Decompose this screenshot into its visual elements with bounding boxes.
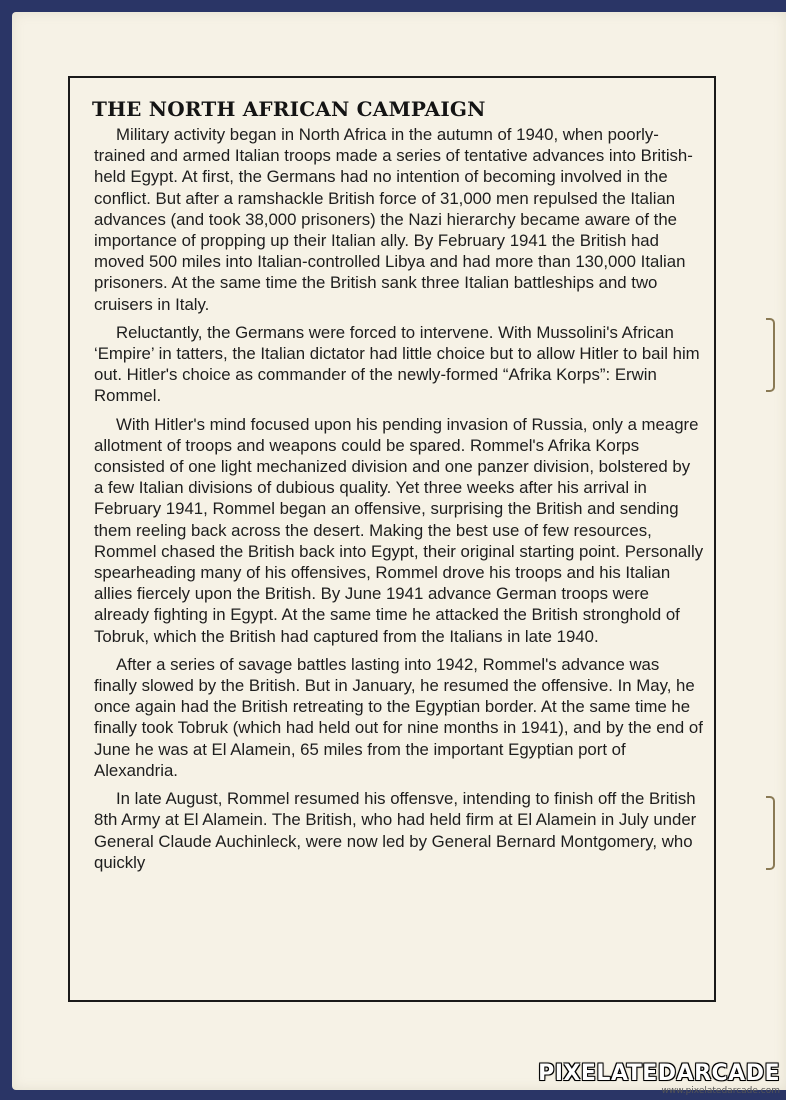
paragraph-2: Reluctantly, the Germans were forced to intervene. With Mussolini's African ‘Empire’ in tatters, the Italian dictator had little choice but to allow Hitler to bail him out. Hitler's choice as commander of the newly-formed “Afrika Korps”: Erwin Rommel. [94, 322, 700, 406]
watermark-brand: PIXELATEDARCADE [538, 1061, 780, 1086]
paragraph-4: After a series of savage battles lasting into 1942, Rommel's advance was finally slowed by the British. But in January, he resumed the offensive. In May, he once again had the British retreating to the Egyptian border. At the same time he finally took Tobruk (which had held out for nine months in 1941), and by the end of June he was at El Alamein, 65 miles from the important Egyptian port of Alexandria. [94, 654, 703, 780]
page-title: THE NORTH AFRICAN CAMPAIGN [92, 97, 486, 121]
staple-upper [766, 318, 775, 392]
watermark-url: www.pixelatedarcade.com [661, 1086, 780, 1096]
paragraph-5: In late August, Rommel resumed his offensve, intending to finish off the British 8th Army at El Alamein. The British, who had held firm at El Alamein in July under General Claude Auchinleck, were now led by General Bernard Montgomery, who quickly [94, 789, 697, 872]
staple-lower [766, 796, 775, 870]
article-body [94, 124, 704, 880]
paragraph-3: With Hitler's mind focused upon his pending invasion of Russia, only a meagre allotment of troops and weapons could be spared. Rommel's Afrika Korps consisted of one light mechanized division and one panzer division, bolstered by a few Italian divisions of dubious quality. Yet three weeks after his arrival in February 1941, Rommel began an offensive, surprising the British and sending them reeling back across the desert. Making the best use of few resources, Rommel chased the British back into Egypt, their original starting point. Personally spearheading many of his offensives, Rommel drove his troops and his Italian allies fiercely upon the British. By June 1941 advance German troops were already fighting in Egypt. At the same time he attacked the British stronghold of Tobruk, which the British had captured from the Italians in late 1940. [94, 414, 704, 646]
watermark [538, 1062, 780, 1096]
paragraph-1: Military activity began in North Africa in the autumn of 1940, when poorly-trained and armed Italian troops made a series of tentative advances into British-held Egypt. At first, the Germans had no intention of becoming involved in the conflict. But after a ramshackle British force of 31,000 men repulsed the Italian advances (and took 38,000 prisoners) the Nazi hierarchy became aware of the importance of propping up their Italian ally. By February 1941 the British had moved 500 miles into Italian-controlled Libya and had more than 130,000 Italian prisoners. At the same time the British sank three Italian battleships and two cruisers in Italy. [94, 125, 693, 314]
